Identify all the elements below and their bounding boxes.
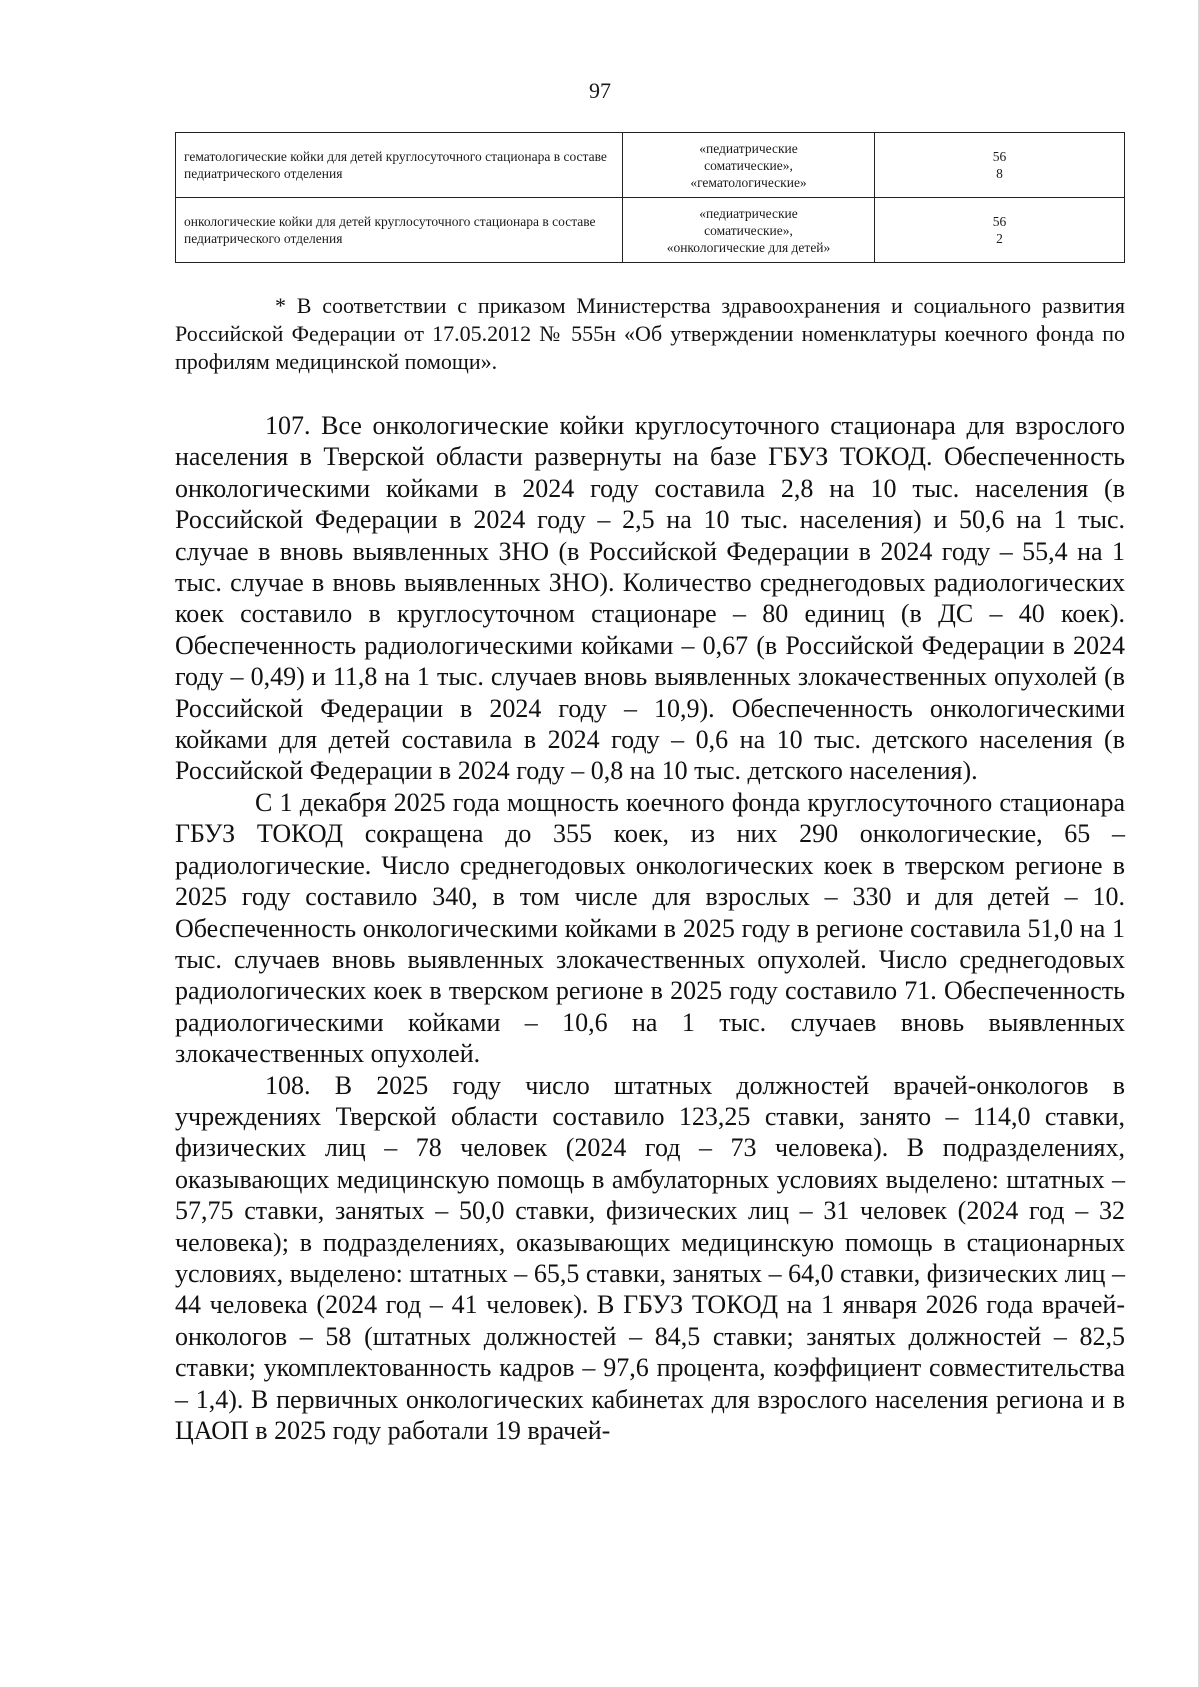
count-value: 8 xyxy=(996,166,1003,181)
profile-line: «педиатрические xyxy=(699,205,798,221)
table-row xyxy=(176,133,1125,198)
count-value: 56 xyxy=(992,214,1007,229)
bed-profile-table xyxy=(175,132,1125,263)
profile-line: «гематологические» xyxy=(690,174,807,190)
table-row xyxy=(176,198,1125,263)
bed-description-cell: онкологические койки для детей круглосуточного стационара в составе педиатрического отделения xyxy=(176,198,623,263)
count-value: 2 xyxy=(996,231,1003,246)
bed-description-cell: гематологические койки для детей круглосуточного стационара в составе педиатрического отделения xyxy=(176,133,623,198)
bed-profile-cell xyxy=(623,198,875,263)
paragraph-december-2025: С 1 декабря 2025 года мощность коечного фонда круглосуточного стационара ГБУЗ ТОКОД сокращена до 355 коек, из них 290 онкологические, 65 – радиологические. Число среднегодовых онкологических коек в тверском регионе в 2025 году составило 340, в том числе для взрослых – 330 и для детей – 10. Обеспеченность онкологическими койками в 2025 году в регионе составила 51,0 на 1 тыс. случаев вновь выявленных злокачественных опухолей. Число среднегодовых радиологических коек в тверском регионе в 2025 году составило 71. Обеспеченность радиологическими койками – 10,6 на 1 тыс. случаев вновь выявленных злокачественных опухолей. xyxy=(175,787,1125,1069)
page-number: 97 xyxy=(589,78,611,103)
footnote xyxy=(175,292,1125,376)
profile-line: «онкологические для детей» xyxy=(666,239,831,255)
bed-count-cell xyxy=(875,133,1125,198)
profile-line: «педиатрические xyxy=(699,140,798,156)
count-value: 56 xyxy=(992,149,1007,164)
paragraph-108: 108. В 2025 году число штатных должностей врачей-онкологов в учреждениях Тверской области составило 123,25 ставки, занято – 114,0 ставки, физических лиц – 78 человек (2024 год – 73 человека). В подразделениях, оказывающих медицинскую помощь в амбулаторных условиях выделено: штатных – 57,75 ставки, занятых – 50,0 ставки, физических лиц – 31 человек (2024 год – 32 человека); в подразделениях, оказывающих медицинскую помощь в стационарных условиях, выделено: штатных – 65,5 ставки, занятых – 64,0 ставки, физических лиц – 44 человека (2024 год – 41 человек). В ГБУЗ ТОКОД на 1 января 2026 года врачей-онкологов – 58 (штатных должностей – 84,5 ставки; занятых должностей – 82,5 ставки; укомплектованность кадров – 97,6 процента, коэффициент совместительства – 1,4). В первичных онкологических кабинетах для взрослого населения региона и в ЦАОП в 2025 году работали 19 врачей- xyxy=(175,1070,1125,1445)
bed-profile-cell xyxy=(623,133,875,198)
bed-count-cell xyxy=(875,198,1125,263)
profile-line: соматические», xyxy=(704,157,793,173)
paragraph-107: 107. Все онкологические койки круглосуточного стационара для взрослого населения в Тверской области развернуты на базе ГБУЗ ТОКОД. Обеспеченность онкологическими койками в 2024 году составила 2,8 на 10 тыс. населения (в Российской Федерации в 2024 году – 2,5 на 10 тыс. населения) и 50,6 на 1 тыс. случае в вновь выявленных ЗНО (в Российской Федерации в 2024 году – 55,4 на 1 тыс. случае в вновь выявленных ЗНО). Количество среднегодовых радиологических коек составило в круглосуточном стационаре – 80 единиц (в ДС – 40 коек). Обеспеченность радиологическими койками – 0,67 (в Российской Федерации в 2024 году – 0,49) и 11,8 на 1 тыс. случаев вновь выявленных злокачественных опухолей (в Российской Федерации в 2024 году – 10,9). Обеспеченность онкологическими койками для детей составила в 2024 году – 0,6 на 10 тыс. детского населения (в Российской Федерации в 2024 году – 0,8 на 10 тыс. детского населения). xyxy=(175,411,1125,786)
profile-line: соматические», xyxy=(704,222,793,238)
footnote-text: * В соответствии с приказом Министерства здравоохранения и социального развития Российской Федерации от 17.05.2012 № 555н «Об утверждении номенклатуры коечного фонда по профилям медицинской помощи». xyxy=(175,293,1125,374)
main-text xyxy=(175,410,1125,1446)
